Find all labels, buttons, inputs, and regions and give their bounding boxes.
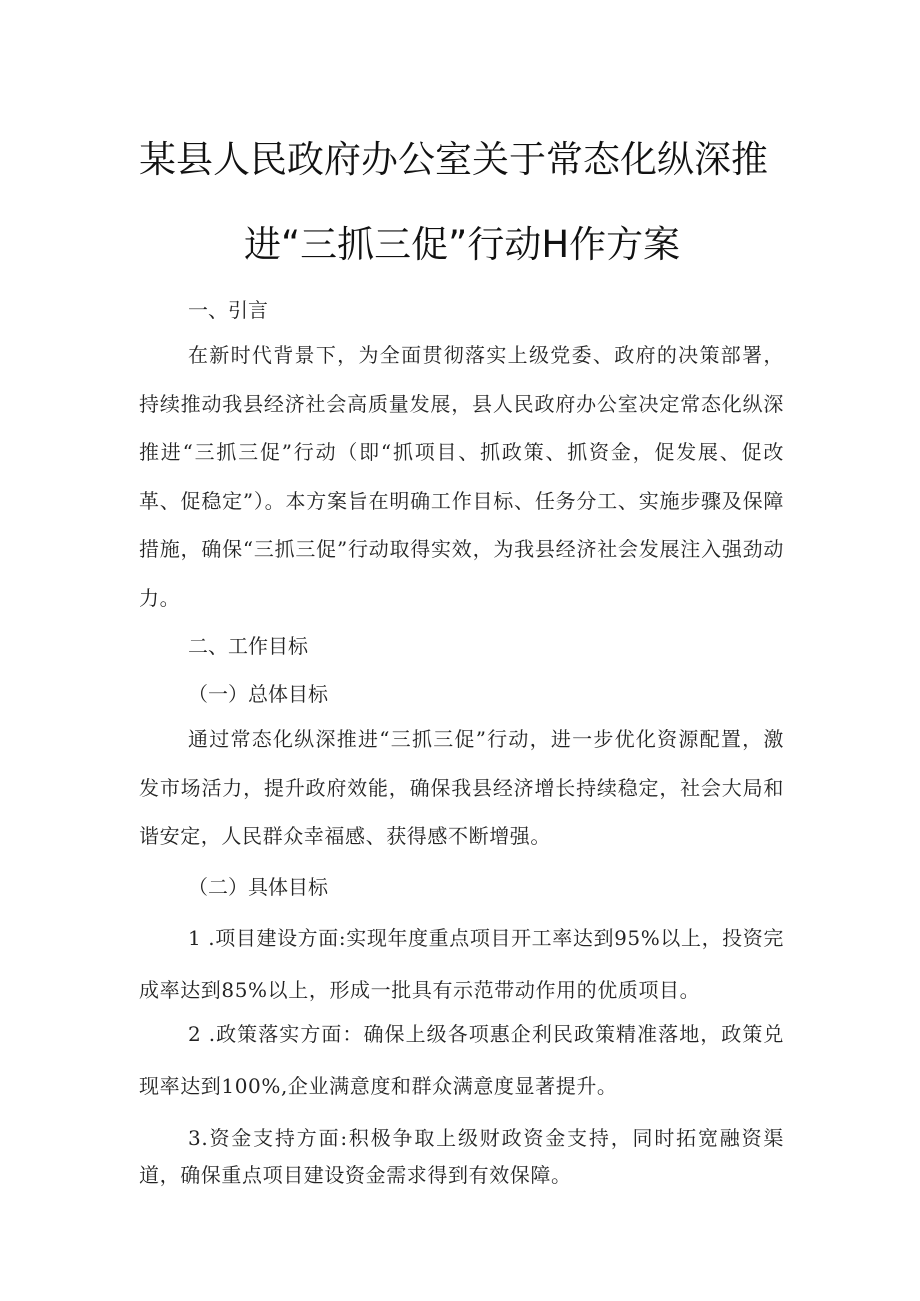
policy-implementation-goal: 2 .政策落实方面：确保上级各项惠企利民政策精准落地，政策兑现率达到100%,企业满意度和群众满意度显著提升。	[139, 1022, 784, 1098]
overall-goal-paragraph: 通过常态化纵深推进“三抓三促”行动，进一步优化资源配置，激发市场活力，提升政府效能，确保我县经济增长持续稳定，社会大局和谐安定，人民群众幸福感、获得感不断增强。	[139, 727, 784, 848]
specific-goal-item-2	[139, 1008, 784, 1112]
document-title-line-1: 某县人民政府办公室关于常态化纵深推	[139, 138, 768, 181]
specific-goal-item-1	[139, 912, 784, 1016]
subsection-heading-specific-goals: （二）具体目标	[188, 875, 328, 899]
subsection-heading-overall-goal: （一）总体目标	[188, 682, 328, 706]
introduction-section	[139, 331, 784, 622]
section-heading-work-goals: 二、工作目标	[188, 634, 308, 658]
document-title-line-2: 进“三抓三促”行动H作方案	[244, 223, 681, 266]
funding-support-goal: 3.资金支持方面:积极争取上级财政资金支持，同时拓宽融资渠道，确保重点项目建设资金需求得到有效保障。	[139, 1126, 784, 1187]
section-heading-introduction: 一、引言	[188, 298, 268, 322]
overall-goal-section	[139, 715, 784, 861]
specific-goal-item-3	[139, 1120, 784, 1194]
project-construction-goal: 1 .项目建设方面:实现年度重点项目开工率达到95%以上，投资完成率达到85%以上，形成一批具有示范带动作用的优质项目。	[139, 926, 784, 1002]
introduction-paragraph: 在新时代背景下，为全面贯彻落实上级党委、政府的决策部署，持续推动我县经济社会高质量发展，县人民政府办公室决定常态化纵深推进“三抓三促”行动（即“抓项目、抓政策、抓资金，促发展、促改革、促稳定”）。本方案旨在明确工作目标、任务分工、实施步骤及保障措施，确保“三抓三促”行动取得实效，为我县经济社会发展注入强劲动力。	[139, 343, 784, 610]
